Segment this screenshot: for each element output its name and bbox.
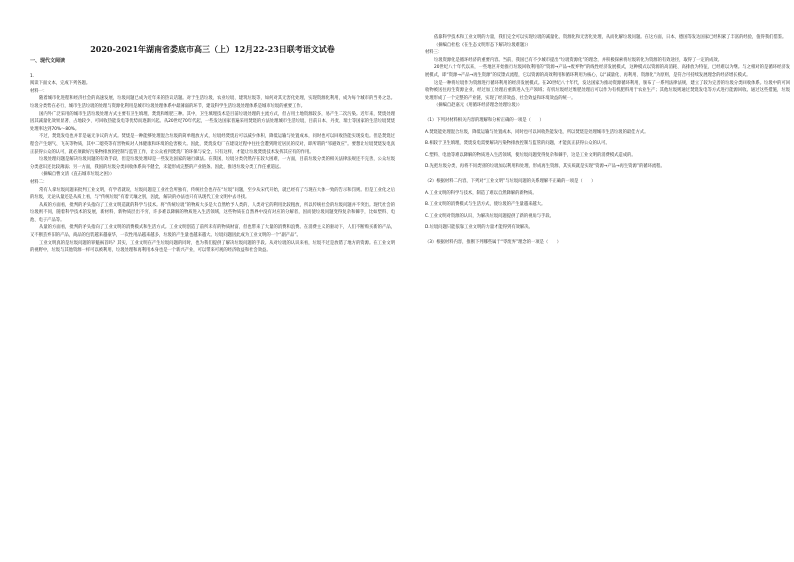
q2-option-b: B.工业文明的消费模式与生活方式，使垃圾的产生量越来越大。 [425,202,546,208]
material-2-paragraph: 常有人拿垃圾问题来批判工业文明，有学者就说，垃圾问题是工业社会所独有，传统社会也存在“垃圾”问题，至少从宋代开始，就已经有了与现在大体一致的告示和罚则。但是工业化之后的垃圾，无论从量还是从质上看，与“传统垃圾”有着天壤之别，因此，解决的办法也只有从现代工业文明中去寻找。 [30,187,395,201]
material-3-source: （摘编自赵嘉元《用循环经济理念处理垃圾》） [434,103,523,109]
material-3-label: 材料三： [425,50,443,56]
exam-title: 2020-2021年湖南省娄底市高三（上）12月22-23日联考语文试卷 [90,44,335,54]
q2-option-a: A.工业文明的科学与技术，制造了难以自然降解的新物质。 [425,190,537,196]
material-2-paragraph: 依靠科学技术和工业文明的力量，我们完全可以实现垃圾的减量化、资源化和无害化处理，从而化解垃圾问题。在这方面，日本、德国等发达国家已经积累了丰富的经验，值得我们借鉴。 [434,35,787,40]
material-1-paragraph: 不过，焚烧发电也并非是毫无争议的方式。焚烧是一种能够处理混合垃圾的简单粗放方式，垃圾经焚烧后可以减少体积，降低运输与处置成本，同时也可以回收热能实现发电。但是焚烧过程会产生烟气、飞灰等物质，其中二噁英等有害物质对人体健康和环境的危害极大。因此，焚烧发电厂在建设过程中往往会遭到附近居民的反对，即所谓的“邻避效应”。要想让垃圾焚烧发电真正获得公众的认可，就必须做好污染物排放的控制与监管工作，让公众看到焚烧厂的环保与安全，只有这样，才能让垃圾焚烧技术发挥其应有的作用。 [30,134,395,155]
right-column [425,34,790,246]
material-2-paragraph: 从质的方面看，批判的矛头指向了工业文明造就的科学与技术。将“传统垃圾”的物质大多是大自然给予人类的，人类对它的利用比较粗放，所以传统社会的垃圾问题并不突出。现代社会的垃圾则不同，随着科学技术的发展，新材料、新物质层出不穷，许多难以降解的物质进入生活领域，这些物质在自然界中没有对应的分解者，因而使垃圾问题变得复杂和棘手，比如塑料、电池、电子产品等。 [30,202,395,223]
q1-option-b: B.相较于卫生填埋，焚烧发电需要解决污染物排放控制与监管的问题，才能真正获得公众的认可。 [425,141,610,147]
material-2-source: （摘编自杜松《在生态文明形态下解决垃圾难题》） [434,42,531,48]
q1-option-d: D.先把垃圾分类，再将不同类别的垃圾加以利用和处理，形成再生资源，其实质就是实现“资源→产品→再生资源”的循环流程。 [425,164,665,170]
question-2: （2）根据材料二内容，下列对“工业文明”与垃圾问题的关系理解不正确的一项是（ ） [425,178,596,184]
material-3-paragraph: 20世纪八十年代以来，一些地区开始推行垃圾回收利用的“资源→产品→废弃物”的线性经济发展模式，这种模式以资源的高消耗、高排放为特征，已经难以为继。与之相对的是循环经济发展模式，即“资源→产品→再生资源”的反馈式流程，它以资源的高效利用和循环利用为核心，以“减量化、再利用、资源化”为原则，是符合可持续发展理念的经济增长模式。 [425,65,790,78]
q1-option-c: C.塑料、电池等难以降解的物质进入生活领域，使垃圾问题变得复杂和棘手，这是工业文明的消费模式造成的。 [425,152,636,158]
instruction: 阅读下面文本，完成下列各题。 [30,81,91,87]
question-number: 1. [30,73,35,79]
question-3: （3）根据材料内容，推断下列哪些属于“零废弃”理念的一项是（ ） [425,239,562,245]
material-2-label: 材料二： [30,179,48,185]
q2-option-d: D.垃圾问题只能依靠工业文明的力量才能得到有效解决。 [425,225,533,231]
material-1-source: （摘编自曹文清《直击城市垃圾之困》） [39,172,115,178]
left-column [30,58,395,255]
material-2-paragraph: 从量的方面看，批判的矛头指向了工业文明的消费模式和生活方式。工业文明创造了前所未有的物质财富，但也带来了大量的消费和浪费。在消费主义的驱动下，人们不断购买新的产品，又不断丢弃旧的产品，商品的包装越来越豪华，一次性用品越来越多，垃圾的产生量也越来越大。垃圾问题因此成为工业文明的一个“副产品”。 [30,225,395,239]
material-1-paragraph: 垃圾处理问题是解决垃圾问题的有效手段，但是垃圾处理却是一些发达国家的通行做法。在我国，垃圾分类仍然存在较大困难，一方面，目前垃圾分类的相关法律法规还不完善，公众垃圾分类意识还比较薄弱；另一方面，我国的垃圾分类回收体系尚不健全，未能形成完整的产业链条。因此，推进垃圾分类工作任重道远。 [30,157,395,170]
q1-option-a: A.焚烧能处理混合垃圾，降低运输与处置成本，同时也可以回收热能发电，所以焚烧是处理城市生活垃圾的最佳方式。 [425,129,649,135]
material-1-paragraph: 随着城市化进程和经济社会的高速发展，垃圾问题已成为近年来的热议话题。对于生活垃圾、农业垃圾、建筑垃圾等，如何对其无害化处理，实现资源化利用，成为每个城市的当务之急。垃圾分类势在必行，城市生活垃圾的处理与资源化利用是城市垃圾处理体系中最薄弱的环节，建设科学生活垃圾处理体系是城市垃圾的重要工作。 [30,96,395,109]
material-1-paragraph: 国内外广泛采用的城市生活垃圾处理方式主要有卫生填埋、焚烧和堆肥三种。其中，卫生填埋技术是目前垃圾处理的主流方式，但占用土地资源较多，易产生二次污染。近年来，焚烧处理因其减量化效果显著、占地较少、可回收热能发电等优势而逐渐兴起。从20世纪70年代起，一些发达国家普遍采用焚烧的方法处理城市生活垃圾，目前日本、丹麦、瑞士等国家的生活垃圾焚烧处理率达到70%～80%。 [30,111,395,132]
material-1-label: 材料一： [30,88,48,94]
material-3-paragraph: 垃圾资源化是循环经济的重要内容。当前，我国已有不少城市提出“垃圾资源化”的理念，并积极探索将垃圾转化为资源的有效途径，取得了一定的成效。 [434,57,723,63]
question-1: （1）下列对材料相关内容的理解和分析正确的一项是（ ） [425,117,544,123]
material-2-paragraph: 工业文明真的是垃圾问题的罪魁祸首吗？其实，工业文明在产生垃圾问题的同时，也为我们提供了解决垃圾问题的手段。从对垃圾的认识来看，垃圾不过是放错了地方的资源。在工业文明的视野中，垃圾与其他资源一样可以被利用，垃圾处理和再利用本身也是一个新兴产业，可以带来可观的经济收益和社会效益。 [30,240,395,254]
section-heading: 一、现代文阅读 [30,58,66,64]
material-3-paragraph: 这是一种将垃圾作为资源进行循环利用的经济发展模式。在20世纪八十年代，发达国家为推动资源循环利用，颁布了一系列法律法规，建立了较为完善的垃圾分类回收体系。垃圾中的可回收物被送往再生资源企业，经过加工处理后重新进入生产领域；有机垃圾经过堆肥处理后可以作为有机肥料用于农业生产；其他垃圾则通过焚烧发电等方式进行能源回收。通过这些措施，垃圾处理形成了一个完整的产业链，实现了经济效益、社会效益和环境效益的统一。 [425,80,790,101]
q2-option-c: C.工业文明对资源的认识，为解决垃圾问题提供了新的视角与手段。 [425,213,554,219]
